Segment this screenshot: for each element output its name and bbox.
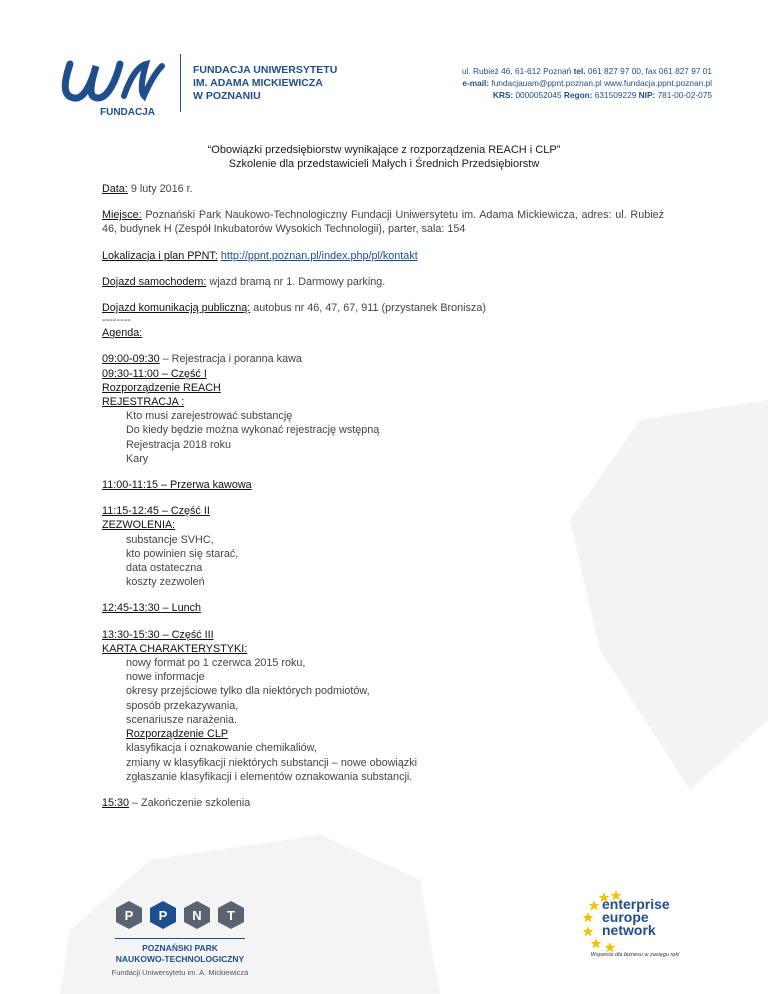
agenda-item: substancje SVHC,: [126, 533, 214, 546]
ppnt-letter: P: [124, 908, 134, 923]
contact-line-address: [462, 65, 712, 77]
agenda-section-1: [102, 352, 664, 466]
agenda-heading: REJESTRACJA :: [102, 396, 185, 409]
agenda-heading: KARTA CHARAKTERYSTYKI:: [102, 642, 248, 655]
agenda-item: scenariusze narażenia.: [126, 713, 238, 726]
een-wordmark: [602, 898, 670, 937]
agenda-text: – Rejestracja i poranna kawa: [162, 353, 302, 366]
agenda-item: koszty zezwoleń: [126, 576, 205, 589]
agenda-row: [102, 796, 664, 810]
ppnt-name: [115, 938, 245, 965]
ppnt-hexagon-icon: [114, 900, 144, 930]
agenda-item: okresy przejściowe tylko dla niektórych podmiotów,: [126, 685, 370, 698]
agenda-subheading: Rozporządzenie CLP: [126, 728, 229, 741]
agenda-section-6: [102, 796, 664, 810]
place-value: Poznański Park Naukowo-Technologiczny Fundacji Uniwersytetu im. Adama Mickiewicza, adres: ul. Rubież 46, budynek H (Zespół Inkubatorów Wysokich Technologii), parter, sala: 154: [102, 209, 665, 236]
place-label: Miejsce:: [102, 209, 142, 222]
agenda-time: 12:45-13:30 – Lunch: [102, 602, 202, 615]
een-line: enterprise: [602, 896, 670, 912]
nip: 781-00-02-075: [657, 90, 712, 100]
place-field: [102, 208, 664, 236]
agenda-time: 09:00-09:30: [102, 353, 160, 366]
agenda-section-4: [102, 601, 664, 615]
agenda-item: sposób przekazywania,: [126, 699, 239, 712]
map-link[interactable]: http://ppnt.poznan.pl/index.php/pl/kontakt: [220, 249, 418, 262]
ppnt-subtitle: Fundacji Uniwersytetu im. A. Mickiewicza: [111, 968, 249, 977]
een-logo: [580, 888, 690, 963]
separator: --------: [102, 314, 131, 327]
agenda-item: Kto musi zarejestrować substancję: [126, 410, 293, 423]
email-www: fundacjauam@ppnt.poznan.pl www.fundacja.ppnt.poznan.pl: [491, 78, 712, 88]
agenda-item: data ostateczna: [126, 562, 203, 575]
ppnt-name-line: NAUKOWO-TECHNOLOGICZNY: [115, 954, 245, 964]
agenda-item: klasyfikacja i oznakowanie chemikaliów,: [126, 742, 317, 755]
agenda-item: Do kiedy będzie można wykonać rejestrację wstępną: [126, 424, 380, 437]
agenda-time: 11:15-12:45 – Część II: [102, 505, 210, 518]
een-tagline: Wsparcie dla biznesu w zasięgu ręki: [590, 952, 680, 958]
agenda-item: Rejestracja 2018 roku: [126, 438, 232, 451]
agenda-section-2: [102, 478, 664, 492]
foundation-line: FUNDACJA UNIWERSYTETU: [193, 64, 338, 76]
agenda-item: kto powinien się starać,: [126, 547, 239, 560]
foundation-name: [193, 64, 337, 103]
email-label: e-mail:: [462, 78, 490, 88]
ppnt-hexagon-icon: [148, 900, 178, 930]
map-field: [102, 249, 664, 263]
nip-label: NIP:: [638, 90, 656, 100]
agenda-section-5: [102, 628, 664, 784]
agenda-row: [102, 352, 664, 366]
agenda-section-3: [102, 504, 664, 589]
ppnt-hexagon-icon: [182, 900, 212, 930]
agenda-time: 13:30-15:30 – Część III: [102, 628, 214, 641]
uam-foundation-logo: [60, 52, 165, 120]
regon-label: Regon:: [563, 90, 593, 100]
ppnt-name-line: POZNAŃSKI PARK: [142, 943, 218, 953]
tel: 061 827 97 00, fax 061 827 97 01: [587, 66, 712, 76]
car-field: [102, 275, 664, 289]
een-line: europe: [602, 909, 649, 925]
foundation-line: W POZNANIU: [193, 90, 261, 102]
agenda-item: zmiany w klasyfikacji niektórych substancji – nowe obowiązki: [126, 756, 418, 769]
agenda-heading: ZEZWOLENIA:: [102, 519, 176, 532]
agenda-time: 11:00-11:15 – Przerwa kawowa: [102, 479, 252, 492]
transit-value: autobus nr 46, 47, 67, 911 (przystanek Bronisza): [253, 302, 486, 315]
car-label: Dojazd samochodem:: [102, 275, 207, 288]
ppnt-letter: N: [192, 908, 202, 923]
krs: 0000052045: [515, 90, 562, 100]
contact-line-email: [462, 77, 712, 89]
agenda-item: nowy format po 1 czerwca 2015 roku,: [126, 657, 306, 670]
ppnt-hexagon-icon: [216, 900, 246, 930]
transit-field: [102, 301, 664, 315]
contact-line-registry: [462, 89, 712, 101]
transit-label: Dojazd komunikacją publiczną:: [102, 302, 251, 315]
ppnt-logo: [95, 900, 265, 982]
agenda-item: Kary: [126, 452, 149, 465]
een-line: network: [602, 922, 656, 938]
agenda-time: 15:30: [102, 796, 130, 809]
agenda-item: zgłaszanie klasyfikacji i elementów oznakowania substancji.: [126, 770, 413, 783]
agenda-topic: Rozporządzenie REACH: [102, 381, 221, 394]
date-field: [102, 182, 664, 196]
agenda-time: 09:30-11:00 – Część I: [102, 367, 207, 380]
agenda-label: Agenda:: [102, 327, 143, 340]
date-value: 9 luty 2016 r.: [130, 183, 193, 195]
logo-divider: [180, 54, 181, 112]
ppnt-letter: T: [227, 908, 235, 923]
regon: 631509229: [594, 90, 637, 100]
agenda-text: – Zakończenie szkolenia: [132, 796, 251, 809]
address: ul. Rubież 46, 61-612 Poznań: [461, 66, 572, 76]
title-line: “Obowiązki przedsiębiorstw wynikające z rozporządzenia REACH i CLP”: [207, 144, 561, 156]
contact-info: [462, 65, 712, 101]
document-title: [0, 143, 768, 171]
document-body: [102, 182, 664, 822]
ppnt-letter: P: [158, 908, 168, 923]
map-label: Lokalizacja i plan PPNT:: [102, 249, 218, 262]
tel-label: tel.: [573, 66, 586, 76]
foundation-line: IM. ADAMA MICKIEWICZA: [193, 77, 323, 89]
car-value: wjazd bramą nr 1. Darmowy parking.: [209, 275, 386, 288]
date-label: Data:: [102, 183, 128, 195]
subtitle-line: Szkolenie dla przedstawicieli Małych i Średnich Przedsiębiorstw: [228, 158, 540, 170]
krs-label: KRS:: [492, 90, 514, 100]
logo-text: FUNDACJA: [100, 107, 155, 118]
agenda-item: nowe informacje: [126, 671, 205, 684]
